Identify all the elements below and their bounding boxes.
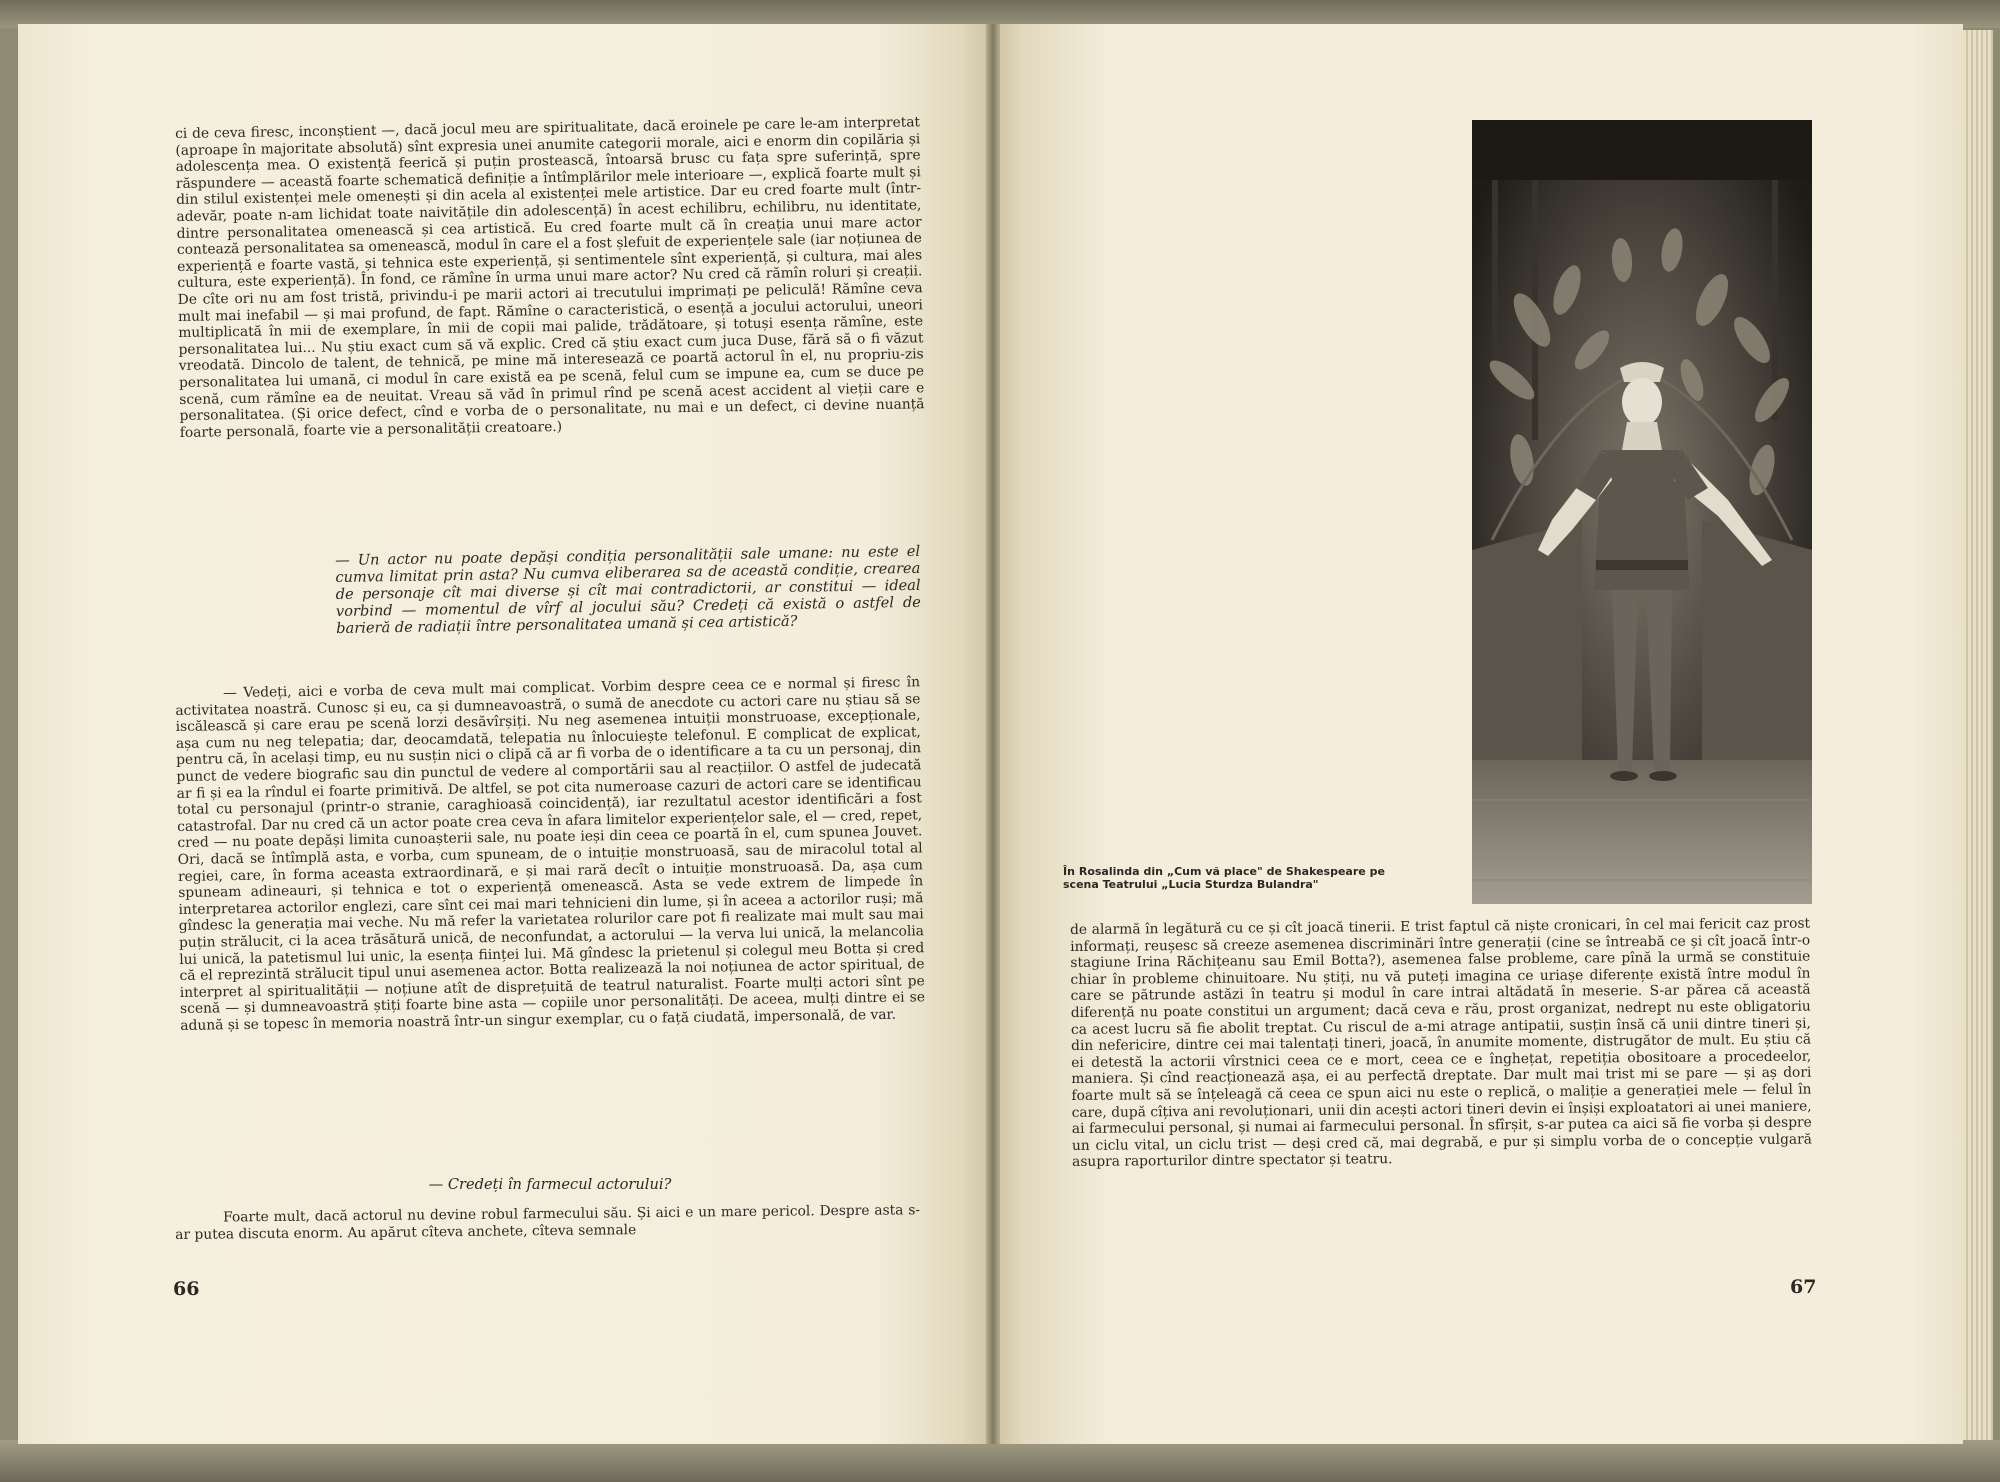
book-cover-bottom [0,1440,2000,1482]
book-gutter [986,24,1000,1444]
interview-question-1: — Un actor nu poate depăși condiția personalității sale umane: nu este el cumva limitat prin asta? Nu cumva eliberarea sa de această condiție, crearea de personaje cît mai diverse și cît mai contradictorii, ar constitui — ideal vorbind — momentul de vîrf al jocului său? Credeți că există o astfel de barieră de radiații între personalitatea umană și cea artistică? [335,542,921,637]
page-edges [1963,30,1993,1440]
interview-question-2: — Credeți în farmecul actorului? [428,1176,672,1193]
photo-caption: În Rosalinda din „Cum vă place" de Shakespeare pe scena Teatrului „Lucia Sturdza Bulandra" [1063,865,1385,891]
page-number-left: 66 [173,1278,200,1300]
left-paragraph-2: — Vedeți, aici e vorba de ceva mult mai complicat. Vorbim despre ceea ce e normal și firesc în activitatea noastră. Cunosc și eu, ca și dumneavoastră, o sumă de anecdote cu actori care nu știau să se iscălească și care erau pe scenă lorzi desăvîrșiți. Nu neg asemenea intuiții monstruoase, excepționale, așa cum nu neg telepatia; dar, deocamdată, telepatia nu înlocuiește telefonul. E complicat de explicat, pentru că, în același timp, eu nu susțin nici o clipă că ar fi vorba de o identificare a ta cu un personaj, din punct de vedere biografic sau din punctul de vedere al comportării sau al reacțiilor. O astfel de judecată ar fi și ea la rîndul ei foarte primitivă. De altfel, se pot cita numeroase cazuri de actori care se identificau total cu personajul (printr-o stranie, caraghioasă coincidență), iar rezultatul acestor identificări a fost catastrofal. Dar nu cred că un actor poate crea ceva în afara limitelor experiențelor sale, el — cred, repet, cred — nu poate depăși limita cunoașterii sale, nu poate ieși din ceea ce poartă în el, cum spunea Jouvet. Ori, dacă se întîmplă asta, e vorba, cum spuneam, de o intuiție monstruoasă, sau de miracolul total al regiei, care, în forma aceasta extraordinară, e și mai rară decît o intuiție monstruoasă. Da, așa cum spuneam adineauri, și tehnica e tot o experiență omenească. Asta se vede extrem de limpede în interpretarea actorilor englezi, care sînt cei mai mari tehnicieni din lume, și în aceea a actorilor ruși; mă gîndesc la generația mai veche. Nu mă refer la varietatea rolurilor care pot fi realizate mai mult sau mai puțin strălucit, ci la acea trăsătură unică, de neconfundat, a actorului — la verva lui unică, la melancolia lui unică, la patetismul lui unic, la esența ființei lui. Mă gîndesc la prietenul și colegul meu Botta și cred că el reprezintă strălucit tipul unui asemenea actor. Botta realizează la noi noțiunea de actor spiritual, de interpret al spiritualității — noțiune atît de disprețuită de teatrul naturalist. Foarte mulți actori sînt pe scenă — și dumneavoastră știți foarte bine asta — copiile unor personalități. De aceea, mulți dintre ei se adună și se topesc în memoria noastră într-un singur exemplar, cu o față ciudată, impersonală, de var. [175,674,926,1034]
left-paragraph-1: ci de ceva firesc, inconștient —, dacă jocul meu are spiritualitate, dacă eroinele pe care le-am interpretat (aproape în majoritate absolută) sînt expresia unei anumite categorii morale, aici e enorm din copilăria și adolescența mea. O existență feerică și puțin prostească, întoarsă brusc cu fața spre suferință, spre răspundere — această foarte schematică definiție a întîmplărilor mele interioare —, explică foarte mult și din stilul existenței mele omenești și din acela al existenței mele artistice. Dar eu cred foarte mult (într-adevăr, poate n-am lichidat toate naivitățile din adolescență) în acest echilibru, echilibru, nu identitate, dintre personalitatea omenească și cea artistică. Eu cred foarte mult că în creația unui mare actor contează personalitatea sa omenească, modul în care el a fost șlefuit de experiențele sale (iar noțiunea de experiență e foarte vastă, și tehnica este experiență, și sentimentele sînt experiență, și cultura, mai ales cultura, este experiență). În fond, ce rămîne în urma unui mare actor? Nu cred că rămîn roluri și creații. De cîte ori nu am fost tristă, privindu-i pe marii actori ai trecutului imprimați pe peliculă! Rămîne ceva mult mai inefabil — și mai profund, de fapt. Rămîne o caracteristică, o esență a jocului actorului, uneori multiplicată în mii de exemplare, în mii de copii mai palide, trădătoare, și totuși esența rămîne, este personalitatea lui... Nu știu exact cum să vă explic. Cred că știu exact cum juca Duse, fără să o fi văzut vreodată. Dincolo de talent, de tehnică, pe mine mă interesează ce poartă actorul în el, nu propriu-zis personalitatea lui umană, ci modul în care există ea pe scenă, felul cum se impune ea, cum se duce pe scenă, cum rămîne ea de neuitat. Vreau să văd în primul rînd pe scenă acest accident al vieții care e personalitatea. (Și orice defect, cînd e vorba de o personalitate, nu mai e un defect, ci devine nuanță foarte personală, foarte vie a personalității creatoare.) [175,114,925,441]
page-number-right: 67 [1790,1276,1817,1298]
actress-rosalind-photo [1472,120,1812,904]
left-paragraph-3: Foarte mult, dacă actorul nu devine robul farmecului său. Și aici e un mare pericol. Despre asta s-ar putea discuta enorm. Au apărut cîteva anchete, cîteva semnale [175,1202,921,1243]
right-text-block-1 [1070,916,1812,1171]
left-text-block-2 [175,674,925,1034]
right-paragraph-1: de alarmă în legătură cu ce și cît joacă tinerii. E trist faptul că niște cronicari, în cel mai fericit caz prost informați, reușesc să creeze asemenea discriminări între generații (cine se întreabă ce și cît joacă într-o stagiune Irina Răchițeanu sau Emil Botta?), asemenea false probleme, care pînă la urmă se constituie chiar în probleme chinuitoare. Nu știți, nu vă puteți imagina ce uriașe diferențe există între modul în care se pătrunde astăzi în teatru și modul în care intrai altădată în meserie. S-ar părea că această diferență nu poate constitui un argument; dacă ceva e rău, prost organizat, nedrept nu este obligatoriu ca acest lucru să fie abolit treptat. Cu riscul de a-mi atrage antipatii, susțin însă că unii dintre tineri și, din nefericire, dintre cei mai talentați tineri, joacă, în anumite momente, distrugător de mult. Eu știu că ei detestă la actorii vîrstnici ceea ce e mort, ceea ce e înghețat, repetiția obositoare a procedeelor, maniera. Și cînd reacționează așa, ei au perfectă dreptate. Dar mult mai trist mi se pare — și aș dori foarte mult să se înțeleagă că ceea ce spun aici nu este o replică, o maliție a generației mele — felul în care, după cîțiva ani revoluționari, unii din acești actori tineri devin ei înșiși exploatatori ai unei maniere, ai farmecului personal, și numai ai farmecului personal. În sfîrșit, s-ar putea ca aici să fie vorba și despre un ciclu vital, un ciclu trist — deși cred că, mai degrabă, e pur și simplu vorba de o concepție vulgară asupra raporturilor dintre spectator și teatru. [1070,915,1812,1171]
photo-illustration [1472,120,1812,904]
left-text-block-1 [175,114,925,441]
